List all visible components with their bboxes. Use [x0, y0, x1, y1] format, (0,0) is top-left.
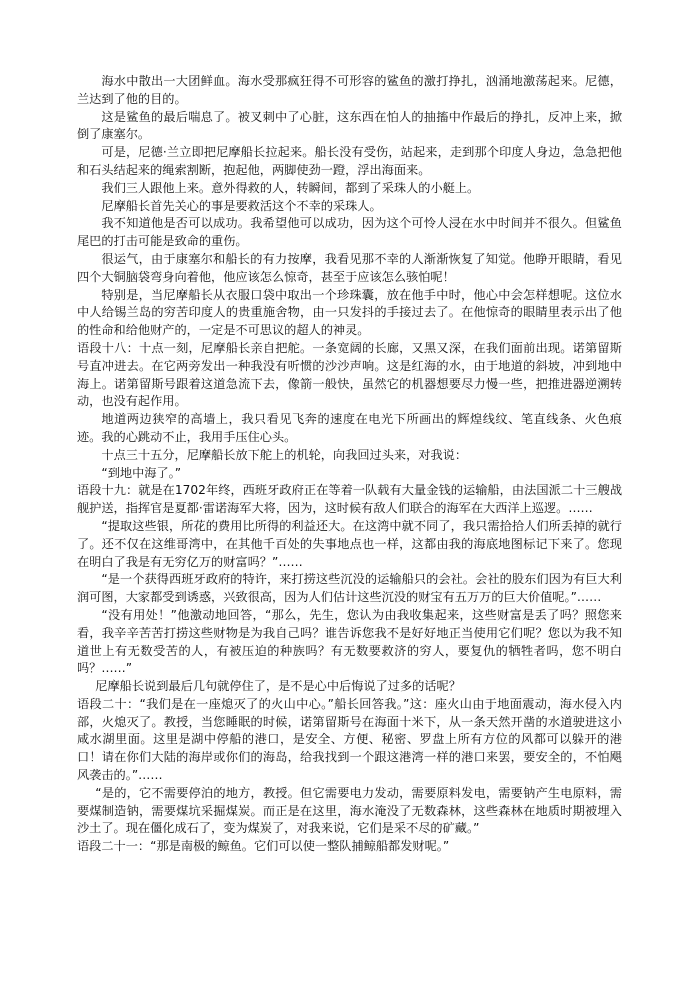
paragraph: 这是鲨鱼的最后喘息了。被叉刺中了心脏，这东西在怕人的抽搐中作最后的挣扎，反冲上来，掀倒了康塞尔。 — [77, 109, 622, 142]
document-page — [77, 73, 622, 856]
paragraph: 尼摩船长首先关心的事是要救活这个不幸的采珠人。 — [101, 198, 382, 213]
paragraph: 我不知道他是否可以成功。我希望他可以成功，因为这个可怜人浸在水中时间并不很久。但鲨鱼尾巴的打击可能是致命的重伤。 — [77, 216, 622, 249]
paragraph: 尼摩船长说到最后几句就停住了，是不是心中后悔说了过多的话呢？ — [95, 679, 461, 694]
paragraph-section-19: 语段十九：就是在1702年终，西班牙政府正在等着一队载有大量金钱的运输船，由法国派二十三艘战舰护送，指挥官是夏都·雷诺海军大将，因为，这时候有敌人们联合的海军在大西洋上巡逻。…… — [77, 483, 622, 516]
paragraph: 海水中散出一大团鲜血。海水受那疯狂得不可形容的鲨鱼的激打挣扎，汹涌地激荡起来。尼德，兰达到了他的目的。 — [77, 74, 622, 106]
paragraph-section-18: 语段十八：十点一刻，尼摩船长亲自把舵。一条宽阔的长廊，又黑又深，在我们面前出现。诺第留斯号直冲进去。在它两旁发出一种我没有听惯的沙沙声响。这是红海的水，由于地道的斜坡，冲到地中海上。诺第留斯号跟着这道急流下去，像箭一般快，虽然它的机器想要尽力慢一些，把推进器逆溯转动，也没有起作用。 — [77, 340, 622, 409]
paragraph: 地道两边狭窄的高墙上，我只看见飞奔的速度在电光下所画出的辉煌线纹、笔直线条、火色痕迹。我的心跳动不止，我用手压住心头。 — [77, 412, 622, 444]
paragraph: 可是，尼德·兰立即把尼摩船长拉起来。船长没有受伤，站起来，走到那个印度人身边，急急把他和石头结起来的绳索割断，抱起他，两脚使劲一蹬，浮出海面来。 — [77, 145, 622, 177]
paragraph: 特别是，当尼摩船长从衣服口袋中取出一个珍珠囊，放在他手中时，他心中会怎样想呢。这位水中人给锡兰岛的穷苦印度人的贵重施舍物，由一只发抖的手接过去了。在他惊奇的眼睛里表示出了他的性命和给他财产的，一定是不可思议的超人的神灵。 — [77, 287, 622, 338]
paragraph: “到地中海了。” — [101, 465, 182, 480]
paragraph: “是一个获得西班牙政府的特许，来打捞这些沉没的运输船只的会社。会社的股东们因为有巨大利润可图，大家都受到诱惑，兴致很高，因为人们估计这些沉没的财宝有五万万的巨大价值呢。”…… — [77, 572, 622, 605]
paragraph-section-20: 语段二十：“我们是在一座熄灭了的火山中心。”船长回答我。”这：座火山由于地面震动，海水侵入内部，火熄灭了。教授，当您睡眠的时候，诺第留斯号在海面十米下，从一条天然开凿的水道驶进这小咸水湖里面。这里是湖中停船的港口，是安全、方便、秘密、罗盘上所有方位的风都可以躲开的港口！请在你们大陆的海岸或你们的海岛，给我找到一个跟这港湾一样的港口来罢，要安全的，不怕飓风袭击的。”…… — [77, 696, 622, 783]
paragraph-section-21: 语段二十一：“那是南极的鲸鱼。它们可以使一整队捕鲸船都发财呢。” — [77, 839, 450, 854]
paragraph: 很运气，由于康塞尔和船长的有力按摩，我看见那不幸的人渐渐恢复了知觉。他睁开眼睛，看见四个大铜脑袋弯身向着他，他应该怎么惊奇，甚至于应该怎么骇怕呢！ — [77, 251, 622, 284]
paragraph: 我们三人跟他上来。意外得救的人，转瞬间，都到了采珠人的小艇上。 — [101, 180, 480, 195]
paragraph: “提取这些银，所花的费用比所得的利益还大。在这湾中就不同了，我只需拾拾人们所丢掉的就行了。还不仅在这维哥湾中，在其他千百处的失事地点也一样，这都由我的海底地图标记下来了。您现在明白了我是有无穷亿万的财富吗？”…… — [77, 518, 622, 569]
paragraph: “没有用处！”他激动地回答，“那么，先生，您认为由我收集起来，这些财富是丢了吗？照您来看，我辛辛苦苦打捞这些财物是为我自己吗？谁告诉您我不是好好地正当使用它们呢？您以为我不知道世上有无数受苦的人，有被压迫的种族吗？有无数要救济的穷人，要复仇的牺牲者吗，您不明白吗？……” — [77, 607, 622, 676]
paragraph: 十点三十五分，尼摩船长放下舵上的机轮，向我回过头来，对我说： — [101, 447, 468, 462]
paragraph: “是的，它不需要停泊的地方，教授。但它需要电力发动，需要原料发电，需要钠产生电原料，需要煤制造钠，需要煤坑采掘煤炭。而正是在这里，海水淹没了无数森林，这些森林在地质时期被埋入沙土了。现在僵化成石了，变为煤炭了，对我来说，它们是采不尽的矿藏。” — [77, 785, 622, 836]
